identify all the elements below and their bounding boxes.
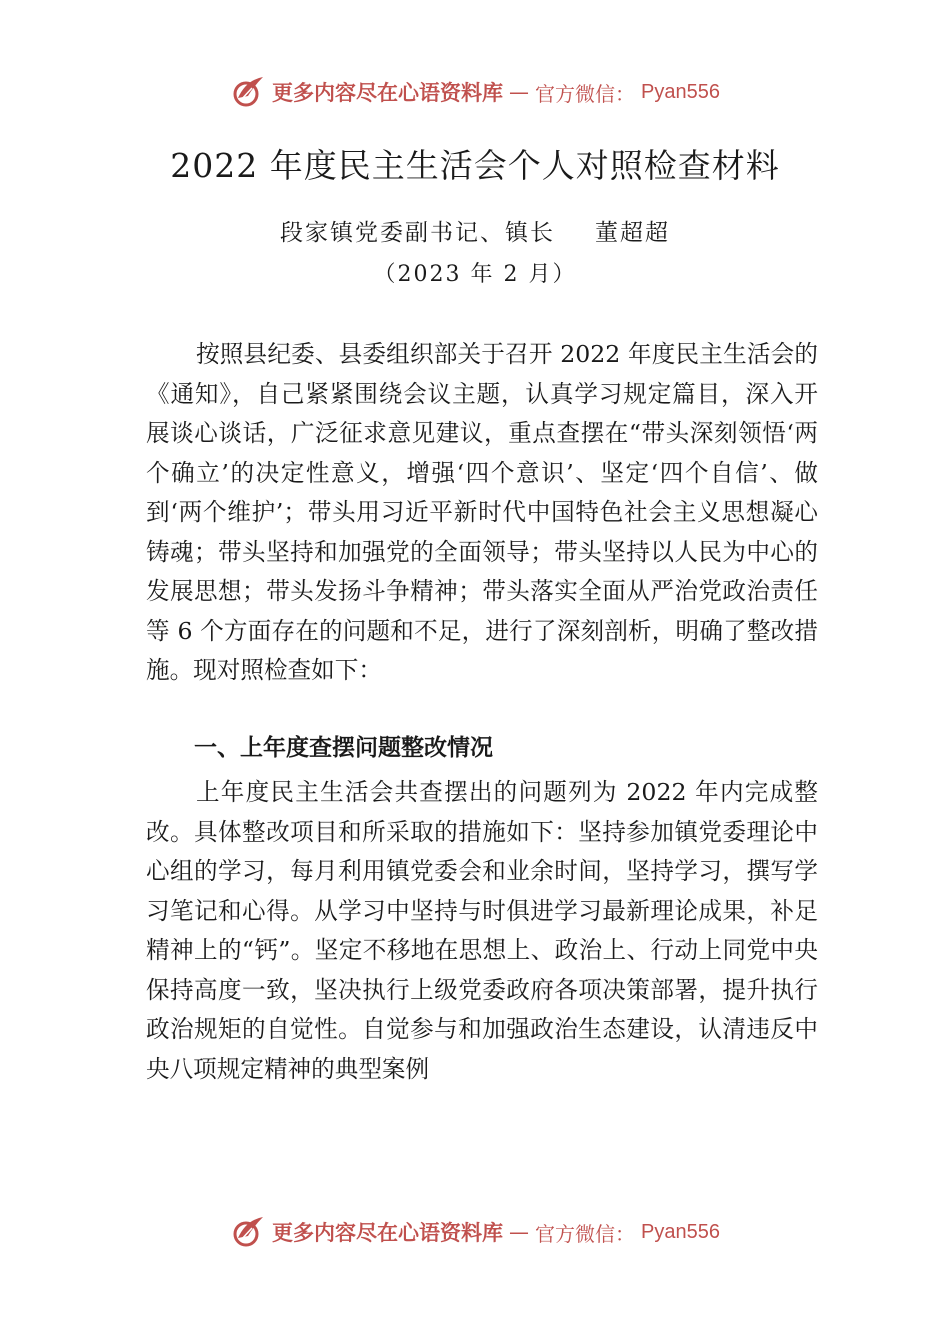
watermark-separator: — [509, 1220, 530, 1244]
paragraph-intro: 按照县纪委、县委组织部关于召开 2022 年度民主生活会的《通知》，自己紧紧围绕会议主题，认真学习规定篇目，深入开展谈心谈话，广泛征求意见建议，重点查摆在“带头深刻领悟‘两个确立’的决定性意义，增强‘四个意识’、坚定‘四个自信’、做到‘两个维护’；带头用习近平新时代中国特色社会主义思想凝心铸魂；带头坚持和加强党的全面领导；带头坚持以人民为中心的发展思想；带头发扬斗争精神；带头落实全面从严治党政治责任等 6 个方面存在的问题和不足，进行了深刻剖析，明确了整改措施。现对照检查如下： [146, 340, 818, 684]
author-role: 段家镇党委副书记、镇长 [280, 220, 555, 246]
watermark-wechat-id: Pyan556 [641, 80, 720, 103]
watermark-brand: 更多内容尽在心语资料库 [272, 81, 504, 105]
watermark-banner-bottom [0, 1210, 950, 1254]
watermark-wechat-id: Pyan556 [641, 1220, 720, 1243]
watermark-wechat-label: 官方微信： [535, 1221, 636, 1246]
author-line [0, 214, 950, 247]
watermark-separator: — [509, 80, 530, 104]
watermark-brand: 更多内容尽在心语资料库 [272, 1221, 504, 1245]
document-title: 2022 年度民主生活会个人对照检查材料 [170, 146, 780, 185]
paragraph-rectification: 上年度民主生活会共查摆出的问题列为 2022 年内完成整改。具体整改项目和所采取的措施如下：坚持参加镇党委理论中心组的学习，每月利用镇党委会和业余时间，坚持学习，撰写学习笔记和心得。从学习中坚持与时俱进学习最新理论成果，补足精神上的“钙”。坚定不移地在思想上、政治上、行动上同党中央保持高度一致，坚决执行上级党委政府各项决策部署，提升执行政治规矩的自觉性。自觉参与和加强政治生态建设，认清违反中央八项规定精神的典型案例 [146, 778, 818, 1083]
section-heading-1: 一、上年度查摆问题整改情况 [194, 735, 493, 761]
watermark-wechat-label: 官方微信： [535, 81, 636, 106]
quill-logo-icon [230, 1214, 266, 1250]
quill-logo-icon [230, 74, 266, 110]
author-name: 董超超 [595, 220, 670, 246]
watermark-banner-top [0, 70, 950, 114]
document-date: （2023 年 2 月） [373, 262, 577, 287]
